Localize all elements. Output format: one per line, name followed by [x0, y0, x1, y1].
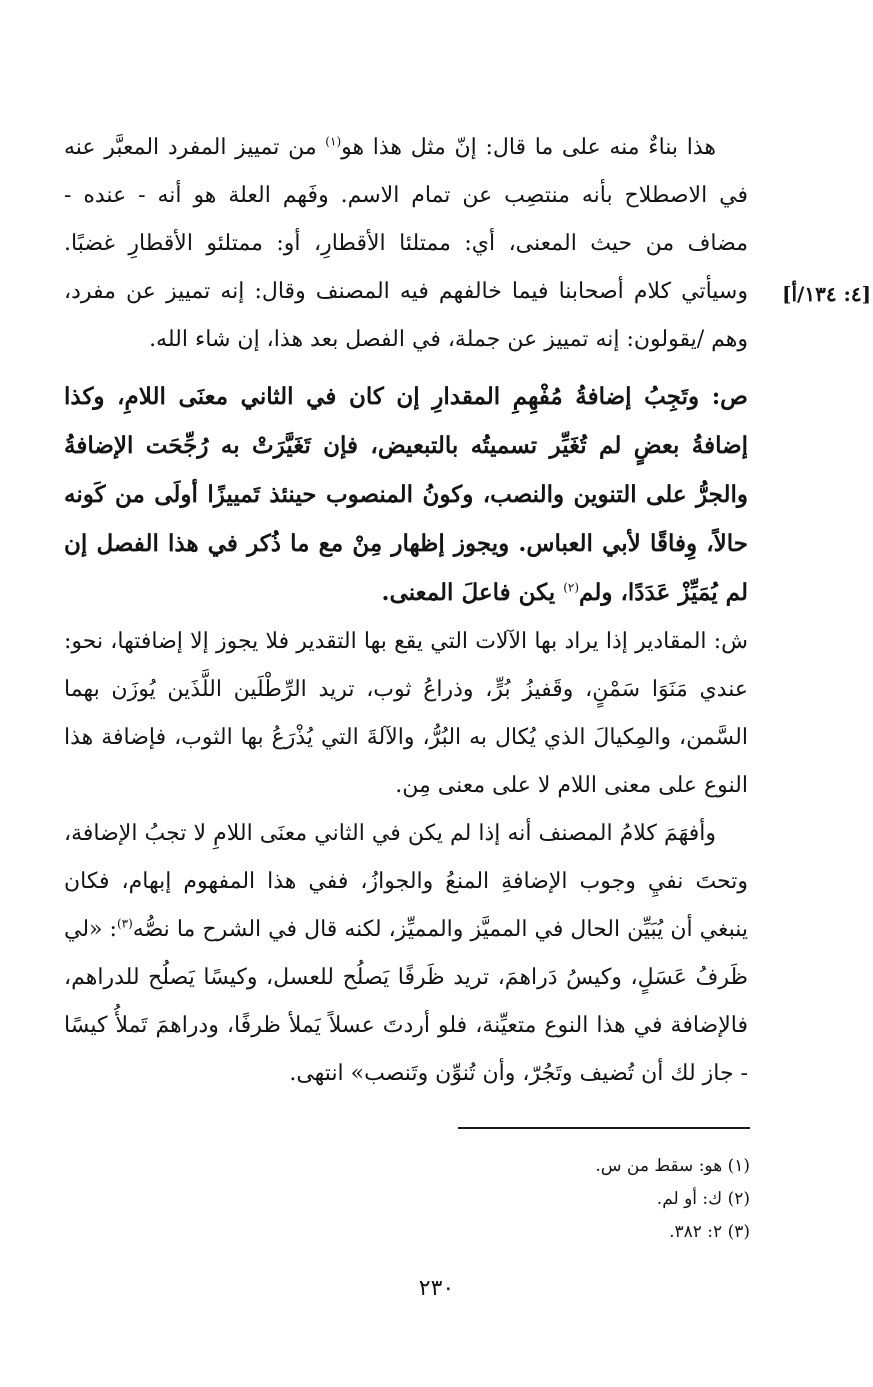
- paragraph-commentary-2: ش: المقادير إذا يراد بها الآلات التي يقع بها التقدير فلا يجوز إلا إضافتها، نحو: عندي مَنَوَا سَمْنٍ، وقَفيزُ بُرٍّ، وذراعُ ثوب، تريد الرِّطْلَين اللَّذَين يُوزَن بهما السَّمن، والمِكيالَ الذي يُكال به البُرُّ، والآلةَ التي يُذْرَعُ بها الثوب، فإضافة هذا النوع على معنى اللام لا على معنى مِن.: [64, 629, 748, 798]
- footnote-ref-3: (٣): [116, 916, 133, 931]
- paragraph-main-text: [64, 372, 748, 617]
- paragraph-text: من تمييز المفرد المعبَّر عنه في الاصطلاح بأنه منتصِب عن تمام الاسم. وفَهم العلة هو أنه - عنده - مضاف من حيث المعنى، أي: ممتلئا الأقطارِ، أو: ممتلئو الأقطارِ غضبًا. وسيأتي كلام أصحابنا فيما خالفهم فيه المصنف وقال: إنه تمييز عن مفرد، وهم /يقولون: إنه تمييز عن جملة، في الفصل بعد هذا، إن شاء الله.: [64, 135, 748, 352]
- paragraph-text: وأفهَمَ كلامُ المصنف أنه إذا لم يكن في الثاني معنَى اللامِ لا تجبُ الإضافة، وتحتَ نفيِ وجوب الإضافةِ المنعُ والجوازُ، ففي هذا المفهوم إبهام، فكان ينبغي أن يُبَيِّن الحال في المميَّز والمميِّز، لكنه قال في الشرح ما نصُّه: [64, 821, 749, 942]
- paragraph-commentary-1: [64, 124, 748, 364]
- paragraph-text: يكن فاعلَ المعنى.: [381, 579, 564, 606]
- footnote-ref-1: (١): [325, 134, 342, 149]
- footnote-item: (٣) ٢: ٣٨٢.: [669, 1222, 750, 1242]
- footnote-item: (٢) ك: أو لم.: [656, 1189, 750, 1209]
- paragraph-commentary-3: [64, 810, 748, 1098]
- footnote-divider: [458, 1127, 750, 1129]
- margin-folio-marker: [٤: ١٣٤/أ]: [782, 282, 872, 306]
- paragraph-text: : «لي ظَرفُ عَسَلٍ، وكيسُ دَراهمَ، تريد ظَرفًا يَصلُح للعسل، وكيسًا يَصلُح للدراهم، فالإضافة في هذا النوع متعيِّنة، فلو أردتَ عسلاً يَملأ ظرفًا، ودراهمَ تَملأُ كيسًا - جاز لك أن تُضيف وتَجُرّ، وأن تُنوِّن وتَنصب» انتهى.: [64, 917, 748, 1086]
- footnote-ref-2: (٢): [563, 580, 580, 595]
- paragraph-text: هذا بناءٌ منه على ما قال: إنّ مثل هذا هو: [341, 135, 716, 160]
- footnote-item: (١) هو: سقط من س.: [595, 1156, 750, 1176]
- page-number: ٢٣٠: [418, 1276, 455, 1301]
- footnotes-list: [64, 1150, 750, 1249]
- paragraph-text: ص: وتَجِبُ إضافةُ مُفْهِمِ المقدارِ إن كان في الثاني معنَى اللامِ، وكذا إضافةُ بعضٍ لم تُغَيِّر تسميتُه بالتبعيض، فإن تَغَيَّرَتْ به رُجِّحَت الإضافةُ والجرُّ على التنوين والنصب، وكونُ المنصوب حينئذ تَمييزًا أولَى من كَونه حالاً، وِفاقًا لأبي العباس. ويجوز إظهار مِنْ مع ما ذُكر في هذا الفصل إن لم يُمَيِّزْ عَدَدًا، ولم: [64, 383, 748, 606]
